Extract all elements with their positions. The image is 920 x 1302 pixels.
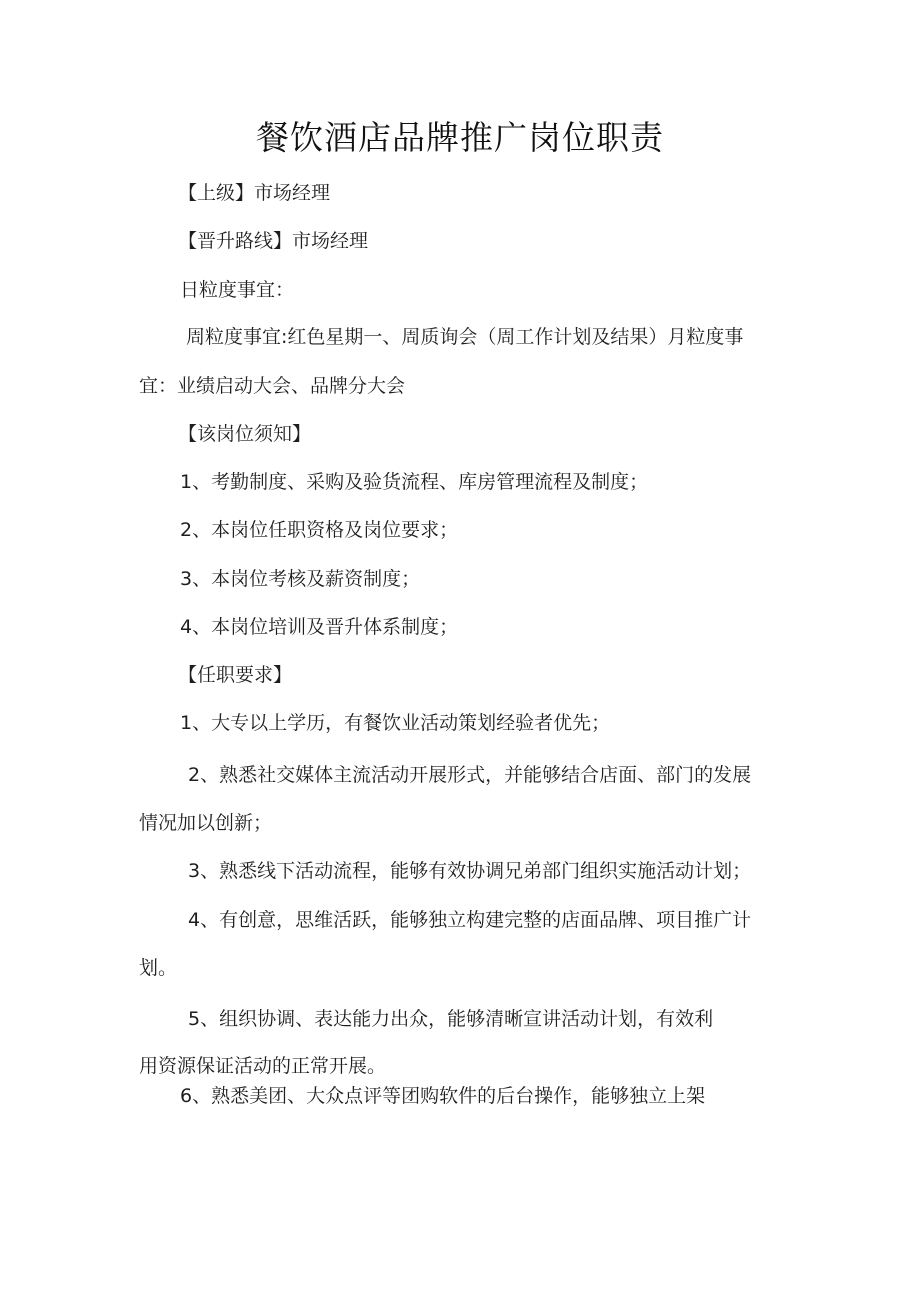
notice-item: 3、本岗位考核及薪资制度； <box>180 568 421 590</box>
weekly-items-line: 周粒度事宜:红色星期一、周质询会（周工作计划及结果）月粒度事 <box>186 326 744 348</box>
requirement-item: 4、有创意，思维活跃，能够独立构建完整的店面品牌、项目推广计 <box>188 909 752 931</box>
notice-item: 4、本岗位培训及晋升体系制度； <box>180 616 459 638</box>
page-title: 餐饮酒店品牌推广岗位职责 <box>256 118 664 157</box>
requirement-item: 5、组织协调、表达能力出众，能够清晰宣讲活动计划，有效利 <box>188 1008 714 1030</box>
requirement-item-continuation: 划。 <box>139 957 178 979</box>
superior-line: 【上级】市场经理 <box>178 182 331 204</box>
requirement-item-continuation: 用资源保证活动的正常开展。 <box>139 1055 387 1077</box>
requirement-item: 3、熟悉线下活动流程，能够有效协调兄弟部门组织实施活动计划； <box>188 860 752 882</box>
requirements-heading: 【任职要求】 <box>178 664 293 686</box>
notice-item: 2、本岗位任职资格及岗位要求； <box>180 519 459 541</box>
notice-heading: 【该岗位须知】 <box>178 423 312 445</box>
daily-items-line: 日粒度事宜： <box>180 279 295 301</box>
requirement-item: 1、大专以上学历，有餐饮业活动策划经验者优先； <box>180 712 611 734</box>
requirement-item-continuation: 情况加以创新； <box>139 812 273 834</box>
requirement-item: 6、熟悉美团、大众点评等团购软件的后台操作，能够独立上架 <box>180 1085 706 1107</box>
notice-item: 1、考勤制度、采购及验货流程、库房管理流程及制度； <box>180 471 649 493</box>
promotion-path-line: 【晋升路线】市场经理 <box>178 230 369 252</box>
requirement-item: 2、熟悉社交媒体主流活动开展形式，并能够结合店面、部门的发展 <box>188 764 752 786</box>
weekly-items-continuation: 宜：业绩启动大会、品牌分大会 <box>139 375 406 397</box>
